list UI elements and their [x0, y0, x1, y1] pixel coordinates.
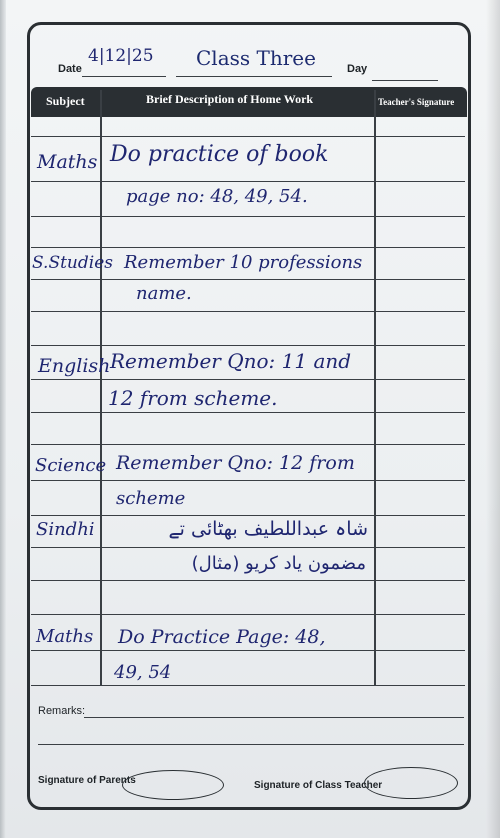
- homework-line: scheme: [116, 488, 186, 509]
- remarks-line: [84, 717, 464, 718]
- divider-signature: [374, 90, 376, 686]
- class-value: Class Three: [196, 46, 316, 70]
- homework-line: 49, 54: [114, 662, 172, 683]
- subject-cell: Sindhi: [36, 519, 95, 540]
- rule-line: [31, 480, 465, 481]
- homework-line: شاہ عبداللطیف بھٹائی تے: [168, 518, 368, 540]
- page-shadow: [486, 0, 500, 838]
- rule-line: [31, 279, 465, 280]
- rule-line: [31, 216, 465, 217]
- date-underline: [82, 76, 166, 77]
- homework-line: name.: [136, 283, 192, 304]
- date-value: 4|12|25: [88, 46, 154, 66]
- rule-line: [31, 345, 465, 346]
- parents-signature-label: Signature of Parents: [38, 775, 136, 786]
- rule-line: [31, 412, 465, 413]
- rule-line: [31, 580, 465, 581]
- subject-cell: S.Studies: [32, 253, 113, 273]
- teacher-signature-oval: [364, 767, 458, 799]
- subject-cell: Science: [35, 455, 107, 476]
- class-underline: [176, 76, 332, 77]
- page-frame: [27, 22, 471, 810]
- rule-line: [31, 547, 465, 548]
- rule-line: [31, 614, 465, 615]
- homework-line: Remember Qno: 12 from: [116, 452, 355, 474]
- page-binding: [0, 0, 6, 838]
- homework-line: 12 from scheme.: [108, 386, 278, 410]
- remarks-label: Remarks:: [38, 705, 86, 717]
- subject-cell: English: [38, 355, 111, 377]
- subject-cell: Maths: [37, 151, 98, 173]
- rule-line: [31, 136, 465, 137]
- subject-cell: Maths: [36, 626, 94, 647]
- rule-line: [31, 311, 465, 312]
- rule-line: [31, 181, 465, 182]
- rule-line: [31, 650, 465, 651]
- day-underline: [372, 80, 438, 81]
- rule-line: [31, 685, 465, 686]
- parents-signature-oval: [122, 770, 224, 800]
- rule-line: [31, 247, 465, 248]
- rule-line: [31, 379, 465, 380]
- rule-line: [31, 444, 465, 445]
- homework-line: Remember 10 professions: [124, 252, 363, 273]
- homework-line: مضمون یاد کریو (مثال): [191, 553, 366, 574]
- homework-line: Do Practice Page: 48,: [118, 626, 326, 648]
- teacher-signature-label: Signature of Class Teacher: [254, 780, 383, 791]
- date-label: Date: [58, 63, 82, 75]
- rule-line: [31, 515, 465, 516]
- remarks-line: [38, 744, 464, 745]
- col-header-description: Brief Description of Home Work: [146, 92, 314, 106]
- divider-subject: [100, 90, 102, 686]
- homework-line: Do practice of book: [110, 142, 329, 167]
- col-header-subject: Subject: [46, 94, 85, 108]
- homework-line: Remember Qno: 11 and: [110, 349, 352, 373]
- homework-line: page no: 48, 49, 54.: [126, 186, 308, 207]
- day-label: Day: [347, 63, 368, 75]
- col-header-signature: Teacher's Signature: [378, 97, 455, 107]
